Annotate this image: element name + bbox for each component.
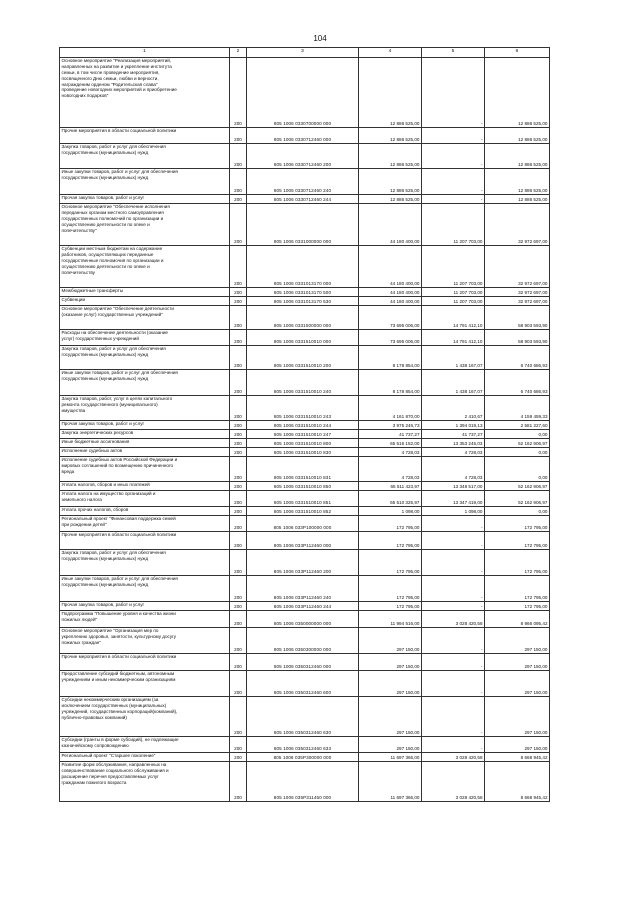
row-remaining-amount-cell: 4 159 459,33 (485, 396, 550, 421)
row-name-cell: Закупка энергетических ресурсов (60, 430, 230, 439)
table-row (60, 288, 550, 297)
row-name-cell: Региональный проект "Финансовая поддержка семей при рождении детей" (60, 516, 230, 532)
row-executed-amount-cell: - (422, 58, 485, 128)
row-executed-amount-cell: 11 207 703,00 (422, 297, 485, 306)
row-remaining-amount-cell: 0,00 (485, 448, 550, 457)
table-row (60, 430, 550, 439)
table-row (60, 628, 550, 654)
row-planned-amount-cell: 44 180 400,00 (359, 204, 422, 246)
row-planned-amount-cell: 297 150,00 (359, 697, 422, 737)
row-classification-cell: 805 1006 0331510010 244 (247, 421, 359, 430)
row-code-cell: 200 (230, 532, 247, 550)
row-remaining-amount-cell: 52 162 906,97 (485, 491, 550, 507)
row-classification-cell: 805 1006 0331510010 800 (247, 439, 359, 448)
row-remaining-amount-cell: 12 886 525,00 (485, 128, 550, 144)
table-row (60, 491, 550, 507)
row-executed-amount-cell: - (422, 576, 485, 602)
row-planned-amount-cell: 4 728,03 (359, 448, 422, 457)
row-classification-cell: 805 1006 0331510010 831 (247, 457, 359, 482)
row-remaining-amount-cell: 12 886 525,00 (485, 195, 550, 204)
row-executed-amount-cell: - (422, 697, 485, 737)
table-row (60, 737, 550, 753)
row-classification-cell: 805 1006 033P100000 000 (247, 516, 359, 532)
row-executed-amount-cell: 13 353 245,03 (422, 439, 485, 448)
row-planned-amount-cell: 11 994 516,00 (359, 611, 422, 628)
row-remaining-amount-cell: 0,00 (485, 457, 550, 482)
row-code-cell: 200 (230, 482, 247, 491)
row-name-cell: Прочая закупка товаров, работ и услуг (60, 195, 230, 204)
row-name-cell: Прочие мероприятия в области социальной политики (60, 654, 230, 671)
row-remaining-amount-cell: 32 972 697,00 (485, 246, 550, 288)
header-cell: 5 (422, 48, 485, 58)
row-classification-cell: 805 1006 033P112460 200 (247, 550, 359, 576)
row-executed-amount-cell: 13 347 419,00 (422, 491, 485, 507)
row-planned-amount-cell: 73 695 006,00 (359, 306, 422, 330)
row-classification-cell: 805 1006 0350312460 600 (247, 671, 359, 697)
row-classification-cell: 805 1006 0350312460 000 (247, 654, 359, 671)
row-classification-cell: 805 1006 0330712460 240 (247, 169, 359, 195)
row-name-cell: Закупка товаров, работ, услуг в целях капитального ремонта государственного (муниципального) имущества (60, 396, 230, 421)
row-remaining-amount-cell: 172 795,00 (485, 516, 550, 532)
row-code-cell: 200 (230, 306, 247, 330)
row-planned-amount-cell: 8 178 854,00 (359, 346, 422, 370)
table-row (60, 246, 550, 288)
row-remaining-amount-cell: 32 972 697,00 (485, 204, 550, 246)
row-classification-cell: 805 1006 0331510010 851 (247, 491, 359, 507)
row-executed-amount-cell: 3 028 420,58 (422, 753, 485, 762)
row-code-cell: 200 (230, 576, 247, 602)
row-planned-amount-cell: 8 178 854,00 (359, 370, 422, 396)
row-code-cell: 200 (230, 550, 247, 576)
table-row (60, 482, 550, 491)
row-remaining-amount-cell: 0,00 (485, 430, 550, 439)
row-planned-amount-cell: 65 516 152,00 (359, 439, 422, 448)
row-executed-amount-cell: 1 438 167,07 (422, 370, 485, 396)
row-classification-cell: 805 1006 0331510010 247 (247, 430, 359, 439)
row-name-cell: Иные закупки товаров, работ и услуг для обеспечения государственных (муниципальных) нужд (60, 370, 230, 396)
row-executed-amount-cell: 4 728,03 (422, 457, 485, 482)
table-row (60, 516, 550, 532)
row-executed-amount-cell: 11 207 703,00 (422, 288, 485, 297)
row-planned-amount-cell: 4 728,03 (359, 457, 422, 482)
row-name-cell: Основное мероприятие "Реализация мероприятий, направленных на развитие и укрепление института семьи, в том числе проведение мероприятия, посвященного Дню семьи, любви и верности, награжденим орденом "Родительская слава" проведение новогодних мероприятий и приобретение новогодних подарков" (60, 58, 230, 128)
table-row (60, 457, 550, 482)
page-number: 104 (313, 34, 327, 43)
row-planned-amount-cell: 12 886 525,00 (359, 195, 422, 204)
row-remaining-amount-cell: 12 886 525,00 (485, 58, 550, 128)
row-executed-amount-cell: 13 348 517,00 (422, 482, 485, 491)
row-code-cell: 200 (230, 697, 247, 737)
table-row (60, 611, 550, 628)
row-executed-amount-cell: - (422, 144, 485, 169)
row-remaining-amount-cell: 8 966 095,42 (485, 611, 550, 628)
row-name-cell: Иные закупки товаров, работ и услуг для обеспечения государственных (муниципальных) нужд (60, 576, 230, 602)
table-row (60, 671, 550, 697)
row-classification-cell: 805 1006 0350312460 633 (247, 737, 359, 753)
row-executed-amount-cell: 1 098,00 (422, 507, 485, 516)
row-planned-amount-cell: 297 150,00 (359, 671, 422, 697)
table-row (60, 507, 550, 516)
table-row (60, 697, 550, 737)
row-executed-amount-cell: - (422, 602, 485, 611)
row-classification-cell: 805 1006 0331500000 000 (247, 306, 359, 330)
row-planned-amount-cell: 73 695 006,00 (359, 330, 422, 346)
row-classification-cell: 805 1006 0331510010 000 (247, 330, 359, 346)
row-name-cell: Субвенции местным бюджетам на содержание работников, осуществляющих переданные государственные полномочия по организации и осуществлению деятельности по опеке и попечительству (60, 246, 230, 288)
row-remaining-amount-cell: 297 150,00 (485, 697, 550, 737)
row-name-cell: Подпрограмма "Повышение уровня и качества жизни пожилых людей" (60, 611, 230, 628)
row-name-cell: Основное мероприятие "Обеспечение деятельности (оказание услуг) государственных учреждений" (60, 306, 230, 330)
row-code-cell: 200 (230, 204, 247, 246)
table-row (60, 370, 550, 396)
row-planned-amount-cell: 297 150,00 (359, 737, 422, 753)
row-planned-amount-cell: 3 975 246,73 (359, 421, 422, 430)
row-executed-amount-cell: 4 728,03 (422, 448, 485, 457)
row-remaining-amount-cell: 58 903 593,90 (485, 306, 550, 330)
row-planned-amount-cell: 44 180 400,00 (359, 288, 422, 297)
header-cell: 2 (230, 48, 247, 58)
table-row (60, 448, 550, 457)
table-row (60, 297, 550, 306)
row-code-cell: 200 (230, 602, 247, 611)
row-remaining-amount-cell: 172 795,00 (485, 532, 550, 550)
row-classification-cell: 805 1006 035P311450 000 (247, 762, 359, 802)
row-remaining-amount-cell: 297 150,00 (485, 628, 550, 654)
table-row (60, 128, 550, 144)
row-name-cell: Уплата налогов, сборов и иных платежей (60, 482, 230, 491)
row-remaining-amount-cell: 58 903 593,90 (485, 330, 550, 346)
row-executed-amount-cell: - (422, 195, 485, 204)
row-code-cell: 200 (230, 396, 247, 421)
row-name-cell: Прочие мероприятия в области социальной политики (60, 532, 230, 550)
row-remaining-amount-cell: 0,00 (485, 507, 550, 516)
row-executed-amount-cell: 3 028 420,58 (422, 611, 485, 628)
row-name-cell: Иные бюджетные ассигнования (60, 439, 230, 448)
row-code-cell: 200 (230, 753, 247, 762)
row-executed-amount-cell: 11 207 703,00 (422, 204, 485, 246)
row-planned-amount-cell: 12 886 525,00 (359, 58, 422, 128)
row-code-cell: 200 (230, 762, 247, 802)
row-code-cell: 200 (230, 516, 247, 532)
row-classification-cell: 805 1006 0331510010 240 (247, 370, 359, 396)
row-planned-amount-cell: 11 697 366,00 (359, 762, 422, 802)
row-classification-cell: 805 1006 0331510010 852 (247, 507, 359, 516)
row-classification-cell: 805 1006 0331510010 200 (247, 346, 359, 370)
row-classification-cell: 805 1006 033P112460 244 (247, 602, 359, 611)
row-planned-amount-cell: 12 886 525,00 (359, 169, 422, 195)
row-executed-amount-cell: - (422, 654, 485, 671)
row-planned-amount-cell: 44 180 400,00 (359, 246, 422, 288)
row-planned-amount-cell: 41 737,27 (359, 430, 422, 439)
table-row (60, 169, 550, 195)
row-name-cell: Исполнение судебных актов (60, 448, 230, 457)
row-executed-amount-cell: - (422, 737, 485, 753)
row-name-cell: Основное мероприятие "Организация мер по укреплению здоровья, занятости, культурному досугу пожилых граждан" (60, 628, 230, 654)
table-row (60, 602, 550, 611)
table-row (60, 550, 550, 576)
row-code-cell: 200 (230, 737, 247, 753)
row-remaining-amount-cell: 2 581 227,60 (485, 421, 550, 430)
row-classification-cell: 805 1006 0331013170 530 (247, 297, 359, 306)
row-classification-cell: 805 1006 0330712460 244 (247, 195, 359, 204)
table-row (60, 195, 550, 204)
row-code-cell: 200 (230, 144, 247, 169)
budget-execution-table (59, 47, 550, 802)
row-name-cell: Основное мероприятие "Обеспечение исполнения переданных органам местного самоуправления государственных полномочий по организации и осуществлению деятельности по опеке и попечительству" (60, 204, 230, 246)
row-planned-amount-cell: 172 795,00 (359, 516, 422, 532)
row-classification-cell: 805 1006 0350000000 000 (247, 611, 359, 628)
row-classification-cell: 805 1006 0331510010 243 (247, 396, 359, 421)
row-name-cell: Иные закупки товаров, работ и услуг для обеспечения государственных (муниципальных) нужд (60, 169, 230, 195)
row-executed-amount-cell: 2 410,67 (422, 396, 485, 421)
row-remaining-amount-cell: 8 668 945,42 (485, 762, 550, 802)
row-classification-cell: 805 1006 0331000000 000 (247, 204, 359, 246)
row-name-cell: Субсидии некоммерческим организациям (за исключением государственных (муниципальных) учреждений, государственных корпораций(компаний), публично-правовых компаний) (60, 697, 230, 737)
table-row (60, 439, 550, 448)
row-executed-amount-cell: 1 394 019,13 (422, 421, 485, 430)
row-code-cell: 200 (230, 457, 247, 482)
row-remaining-amount-cell: 172 795,00 (485, 550, 550, 576)
row-remaining-amount-cell: 172 795,00 (485, 576, 550, 602)
row-name-cell: Закупка товаров, работ и услуг для обеспечения государственных (муниципальных) нужд (60, 144, 230, 169)
header-cell: 1 (60, 48, 230, 58)
row-code-cell: 200 (230, 654, 247, 671)
row-code-cell: 200 (230, 195, 247, 204)
row-code-cell: 200 (230, 507, 247, 516)
row-remaining-amount-cell: 32 972 697,00 (485, 288, 550, 297)
row-executed-amount-cell: 3 028 420,58 (422, 762, 485, 802)
row-code-cell: 200 (230, 246, 247, 288)
row-planned-amount-cell: 172 795,00 (359, 576, 422, 602)
row-executed-amount-cell: - (422, 550, 485, 576)
row-executed-amount-cell: - (422, 532, 485, 550)
row-name-cell: Прочая закупка товаров, работ и услуг (60, 602, 230, 611)
row-classification-cell: 805 1006 0350300000 000 (247, 628, 359, 654)
header-cell: 3 (247, 48, 359, 58)
table-header-row (60, 48, 550, 58)
row-remaining-amount-cell: 297 150,00 (485, 671, 550, 697)
row-code-cell: 200 (230, 346, 247, 370)
row-name-cell: Закупка товаров, работ и услуг для обеспечения государственных (муниципальных) нужд (60, 346, 230, 370)
row-planned-amount-cell: 297 150,00 (359, 628, 422, 654)
row-planned-amount-cell: 172 795,00 (359, 550, 422, 576)
row-code-cell: 200 (230, 169, 247, 195)
row-code-cell: 200 (230, 330, 247, 346)
row-name-cell: Субсидии (гранты в форме субсидий), не подлежащие казначейскому сопровождению (60, 737, 230, 753)
row-executed-amount-cell: 11 207 703,00 (422, 246, 485, 288)
table-row (60, 144, 550, 169)
row-name-cell: Региональный проект "Старшее поколение" (60, 753, 230, 762)
table-row (60, 330, 550, 346)
row-planned-amount-cell: 1 098,00 (359, 507, 422, 516)
row-planned-amount-cell: 12 886 525,00 (359, 128, 422, 144)
row-executed-amount-cell: - (422, 128, 485, 144)
row-classification-cell: 805 1006 033P112460 240 (247, 576, 359, 602)
row-classification-cell: 805 1006 0330712460 200 (247, 144, 359, 169)
row-remaining-amount-cell: 52 162 906,97 (485, 482, 550, 491)
row-planned-amount-cell: 65 510 325,97 (359, 491, 422, 507)
row-code-cell: 200 (230, 421, 247, 430)
row-remaining-amount-cell: 52 162 906,97 (485, 439, 550, 448)
row-classification-cell: 805 1006 0350312460 630 (247, 697, 359, 737)
row-classification-cell: 805 1006 0330712460 000 (247, 128, 359, 144)
row-planned-amount-cell: 44 180 400,00 (359, 297, 422, 306)
row-planned-amount-cell: 12 886 525,00 (359, 144, 422, 169)
table-row (60, 762, 550, 802)
row-remaining-amount-cell: 172 795,00 (485, 602, 550, 611)
row-executed-amount-cell: 1 438 167,07 (422, 346, 485, 370)
row-classification-cell: 805 1006 035P300000 000 (247, 753, 359, 762)
row-name-cell: Уплата налога на имущество организаций и земельного налога (60, 491, 230, 507)
row-planned-amount-cell: 297 150,00 (359, 654, 422, 671)
row-classification-cell: 805 1006 0331013170 000 (247, 246, 359, 288)
header-cell: 4 (359, 48, 422, 58)
row-code-cell: 200 (230, 448, 247, 457)
row-name-cell: Расходы на обеспечение деятельности (оказание услуг) государственных учреждений (60, 330, 230, 346)
table-row (60, 654, 550, 671)
row-executed-amount-cell: 41 737,27 (422, 430, 485, 439)
row-code-cell: 200 (230, 58, 247, 128)
row-classification-cell: 805 1006 0331510010 850 (247, 482, 359, 491)
row-planned-amount-cell: 65 511 423,97 (359, 482, 422, 491)
row-code-cell: 200 (230, 628, 247, 654)
table-row (60, 306, 550, 330)
table-row (60, 204, 550, 246)
row-remaining-amount-cell: 297 150,00 (485, 654, 550, 671)
row-classification-cell: 805 1006 033P112460 000 (247, 532, 359, 550)
row-executed-amount-cell: - (422, 169, 485, 195)
row-code-cell: 200 (230, 611, 247, 628)
table-row (60, 753, 550, 762)
row-code-cell: 200 (230, 491, 247, 507)
row-remaining-amount-cell: 12 886 525,00 (485, 144, 550, 169)
row-remaining-amount-cell: 8 668 945,42 (485, 753, 550, 762)
row-planned-amount-cell: 4 161 870,00 (359, 396, 422, 421)
table-row (60, 346, 550, 370)
row-planned-amount-cell: 11 697 366,00 (359, 753, 422, 762)
row-executed-amount-cell: - (422, 516, 485, 532)
row-name-cell: Развитие форм обслуживания, направленных на совершенствование социального обслуживания и расширение перечня предоставляемых услуг гражданам пожилого возраста (60, 762, 230, 802)
row-name-cell: Уплата прочих налогов, сборов (60, 507, 230, 516)
row-code-cell: 200 (230, 297, 247, 306)
row-name-cell: Прочие мероприятия в области социальной политики (60, 128, 230, 144)
row-executed-amount-cell: - (422, 671, 485, 697)
row-remaining-amount-cell: 12 886 525,00 (485, 169, 550, 195)
row-classification-cell: 805 1006 0330700000 000 (247, 58, 359, 128)
row-remaining-amount-cell: 6 740 686,93 (485, 370, 550, 396)
row-executed-amount-cell: 14 791 412,10 (422, 330, 485, 346)
row-name-cell: Исполнение судебных актов Российской Федерации и мировых соглашений по возмещению причиненного вреда (60, 457, 230, 482)
table-row (60, 576, 550, 602)
row-name-cell: Межбюджетные трансферты (60, 288, 230, 297)
row-name-cell: Субвенции (60, 297, 230, 306)
row-code-cell: 200 (230, 288, 247, 297)
table-row (60, 58, 550, 128)
row-planned-amount-cell: 172 795,00 (359, 602, 422, 611)
row-executed-amount-cell: - (422, 628, 485, 654)
row-code-cell: 200 (230, 128, 247, 144)
row-name-cell: Прочая закупка товаров, работ и услуг (60, 421, 230, 430)
table-row (60, 532, 550, 550)
row-classification-cell: 805 1006 0331013170 500 (247, 288, 359, 297)
row-code-cell: 200 (230, 370, 247, 396)
header-cell: 6 (485, 48, 550, 58)
row-name-cell: Предоставление субсидий бюджетным, автономным учреждениям и иным некоммерческим организациям (60, 671, 230, 697)
row-code-cell: 200 (230, 671, 247, 697)
row-remaining-amount-cell: 297 150,00 (485, 737, 550, 753)
row-code-cell: 200 (230, 439, 247, 448)
row-remaining-amount-cell: 32 972 697,00 (485, 297, 550, 306)
row-executed-amount-cell: 14 791 412,10 (422, 306, 485, 330)
row-code-cell: 200 (230, 430, 247, 439)
table-row (60, 396, 550, 421)
row-remaining-amount-cell: 6 740 686,93 (485, 346, 550, 370)
row-planned-amount-cell: 172 795,00 (359, 532, 422, 550)
row-classification-cell: 805 1006 0331510010 830 (247, 448, 359, 457)
row-name-cell: Закупка товаров, работ и услуг для обеспечения государственных (муниципальных) нужд (60, 550, 230, 576)
table-row (60, 421, 550, 430)
